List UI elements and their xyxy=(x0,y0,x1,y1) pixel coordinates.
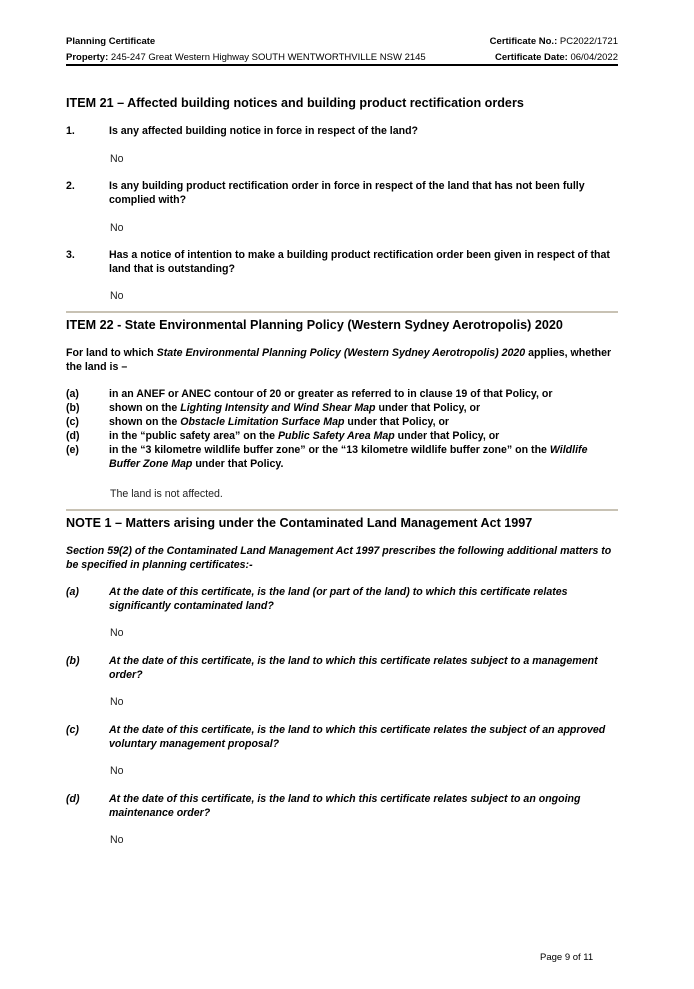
section-divider xyxy=(66,509,618,511)
list-text-post: under that Policy, or xyxy=(344,416,450,428)
note1-answer-c: No xyxy=(110,765,124,777)
note1-question-d xyxy=(66,792,618,820)
list-text xyxy=(109,443,618,471)
list-item xyxy=(66,415,618,429)
cert-date-value: 06/04/2022 xyxy=(570,52,618,63)
item22-list xyxy=(66,387,618,471)
list-number: (b) xyxy=(66,402,80,414)
item22-answer: The land is not affected. xyxy=(110,488,223,500)
list-text xyxy=(109,401,618,415)
item22-intro xyxy=(66,346,618,374)
property-value: 245-247 Great Western Highway SOUTH WENTWORTHVILLE NSW 2145 xyxy=(110,52,426,63)
item22-heading: ITEM 22 - State Environmental Planning Policy (Western Sydney Aerotropolis) 2020 xyxy=(66,318,563,332)
intro-text: For land to which xyxy=(66,347,157,359)
list-text-pre: in the “3 kilometre wildlife buffer zone” or the “13 kilometre wildlife buffer zone” on the xyxy=(109,444,550,456)
list-text-pre: shown on the xyxy=(109,416,181,428)
question-number: 1. xyxy=(66,125,75,137)
question-text: Is any affected building notice in force in respect of the land? xyxy=(109,125,419,137)
question-number: (a) xyxy=(66,586,79,598)
note1-intro: Section 59(2) of the Contaminated Land Management Act 1997 prescribes the following additional matters to be specified in planning certificates:- xyxy=(66,545,612,571)
list-text-post: under that Policy. xyxy=(192,458,284,470)
question-text: At the date of this certificate, is the land to which this certificate relates subject to a management order? xyxy=(109,655,598,681)
certificate-number xyxy=(490,34,618,50)
list-number: (e) xyxy=(66,444,79,456)
list-item xyxy=(66,443,618,471)
list-text-post: under that Policy, or xyxy=(394,430,500,442)
item21-answer-1: No xyxy=(110,153,124,165)
item21-answer-3: No xyxy=(110,290,124,302)
intro-text-end: applies, whether the land is – xyxy=(66,347,612,373)
header-title: Planning Certificate xyxy=(66,36,156,47)
question-number: (d) xyxy=(66,793,80,805)
question-text: At the date of this certificate, is the land to which this certificate relates subject to an ongoing maintenance order? xyxy=(109,793,581,819)
list-item xyxy=(66,401,618,415)
question-number: (c) xyxy=(66,724,79,736)
section-divider xyxy=(66,311,618,313)
list-number: (a) xyxy=(66,388,79,400)
page-number: Page 9 of 11 xyxy=(540,952,594,963)
item21-question-2 xyxy=(66,179,618,207)
note1-answer-b: No xyxy=(110,696,124,708)
list-text-pre: in the “public safety area” on the xyxy=(109,430,278,442)
item21-question-3 xyxy=(66,248,618,276)
question-text: Is any building product rectification order in force in respect of the land that has not been fully complied with? xyxy=(109,180,585,206)
list-item xyxy=(66,429,618,443)
question-number: (b) xyxy=(66,655,80,667)
intro-policy-name: State Environmental Planning Policy (Western Sydney Aerotropolis) 2020 xyxy=(156,347,526,359)
list-text xyxy=(109,429,618,443)
list-number: (c) xyxy=(66,416,79,428)
item21-question-1 xyxy=(66,124,618,138)
item21-answer-2: No xyxy=(110,222,124,234)
question-text: At the date of this certificate, is the land (or part of the land) to which this certificate relates significantly contaminated land? xyxy=(109,586,568,612)
list-text xyxy=(109,415,618,429)
cert-no-label: Certificate No.: xyxy=(489,36,558,47)
note1-question-a xyxy=(66,585,618,613)
page-header xyxy=(66,34,618,66)
map-name: Wildlife Buffer Zone Map xyxy=(109,444,588,470)
header-divider xyxy=(66,64,618,66)
map-name: Lighting Intensity and Wind Shear Map xyxy=(180,402,376,414)
question-number: 3. xyxy=(66,249,75,261)
question-number: 2. xyxy=(66,180,75,192)
question-text: Has a notice of intention to make a building product rectification order been given in respect of that land that is outstanding? xyxy=(109,249,610,275)
list-text-pre: in an ANEF or ANEC contour of 20 or greater as referred to in clause 19 of that Policy, or xyxy=(109,388,553,400)
note1-answer-a: No xyxy=(110,627,124,639)
map-name: Public Safety Area Map xyxy=(277,430,395,442)
note1-heading: NOTE 1 – Matters arising under the Contaminated Land Management Act 1997 xyxy=(66,516,533,530)
note1-question-b xyxy=(66,654,618,682)
cert-no-value: PC2022/1721 xyxy=(559,36,618,47)
cert-date-label: Certificate Date: xyxy=(494,52,568,63)
list-text xyxy=(109,387,618,401)
list-text-pre: shown on the xyxy=(109,402,181,414)
list-number: (d) xyxy=(66,430,80,442)
question-text: At the date of this certificate, is the land to which this certificate relates the subject of an approved voluntary management proposal? xyxy=(109,724,606,750)
list-item xyxy=(66,387,618,401)
list-text-post: under that Policy, or xyxy=(375,402,481,414)
map-name: Obstacle Limitation Surface Map xyxy=(180,416,345,428)
note1-answer-d: No xyxy=(110,834,124,846)
item21-heading: ITEM 21 – Affected building notices and building product rectification orders xyxy=(66,96,524,110)
note1-question-c xyxy=(66,723,618,751)
property-label: Property: xyxy=(66,52,109,63)
